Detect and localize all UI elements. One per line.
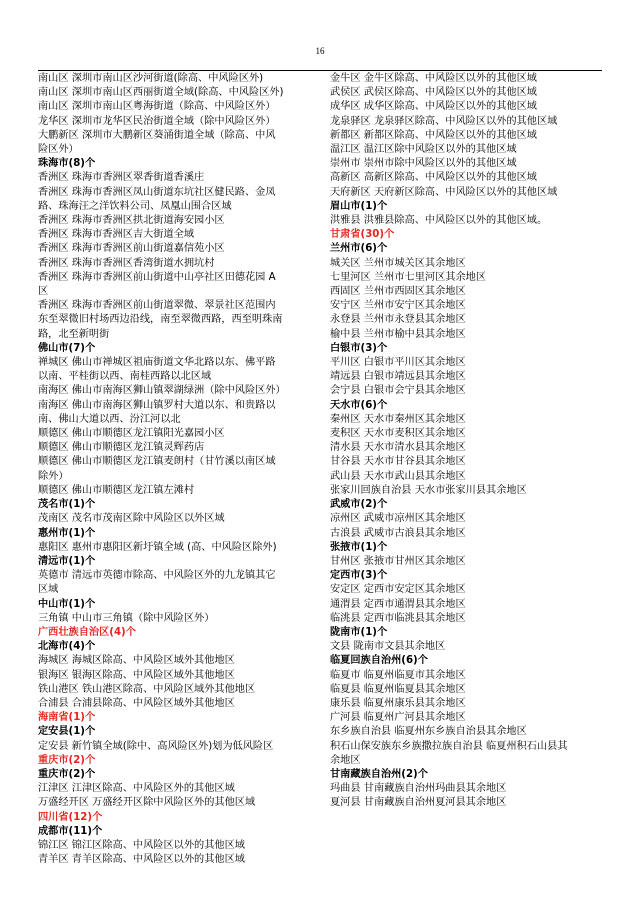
city-heading: 陇南市(1)个 (330, 626, 388, 638)
list-item: 安宁区 兰州市安宁区其余地区 (330, 300, 466, 312)
list-item: 锦江区 锦江区除高、中风险区以外的其他区域 (38, 839, 245, 851)
list-item: 南、佛山大道以西、汾江河以北 (38, 413, 181, 425)
list-item: 安定区 定西市安定区其余地区 (330, 584, 466, 596)
city-heading: 兰州市(6)个 (330, 243, 388, 255)
list-item: 禅城区 佛山市禅城区祖庙街道文华北路以东、佛平路 (38, 357, 276, 369)
list-item: 以南、平桂街以西、南桂西路以北区域 (38, 371, 212, 383)
list-item: 广河县 临夏州广河县其余地区 (330, 712, 466, 724)
city-heading: 白银市(3)个 (330, 342, 388, 354)
list-item: 顺德区 佛山市顺德区龙江镇麦朗村（甘竹溪以南区域 (38, 456, 276, 468)
list-item: 成华区 成华区除高、中风险区以外的其他区域 (330, 101, 537, 113)
list-item: 定安县 新竹镇全域(除中、高风险区外)划为低风险区 (38, 740, 274, 752)
list-item: 龙华区 深圳市龙华区民治街道全域（除中风险区外） (38, 115, 276, 127)
list-item: 南山区 深圳市南山区西丽街道全域(除高、中风险区外) (38, 87, 284, 99)
list-item: 清水县 天水市清水县其余地区 (330, 442, 466, 454)
list-item: 洪雅县 洪雅县除高、中风险区以外的其他区域。 (330, 215, 548, 227)
list-item: 三角镇 中山市三角镇（除中风险区外） (38, 612, 215, 624)
city-heading: 临夏回族自治州(6)个 (330, 655, 428, 667)
city-heading: 珠海市(8)个 (38, 158, 96, 170)
list-item: 金牛区 金牛区除高、中风险区以外的其他区域 (330, 73, 537, 84)
list-item: 临夏县 临夏州临夏县其余地区 (330, 683, 466, 695)
city-heading: 武威市(2)个 (330, 499, 388, 511)
list-item: 香洲区 珠海市香洲区拱北街道海安园小区 (38, 215, 225, 227)
city-heading: 张掖市(1)个 (330, 541, 388, 553)
city-heading: 中山市(1)个 (38, 598, 96, 610)
list-item: 夏河县 甘南藏族自治州夏河县其余地区 (330, 797, 507, 809)
list-item: 东乡族自治县 临夏州东乡族自治县其余地区 (330, 726, 527, 738)
list-item: 秦州区 天水市秦州区其余地区 (330, 413, 466, 425)
list-item: 武山县 天水市武山县其余地区 (330, 470, 466, 482)
list-item: 香洲区 珠海市香洲区香湾街道水拥坑村 (38, 257, 215, 269)
list-item: 青羊区 青羊区除高、中风险区以外的其他区域 (38, 854, 245, 866)
list-item: 靖远县 白银市靖远县其余地区 (330, 371, 466, 383)
city-heading: 重庆市(2)个 (38, 768, 96, 780)
list-item: 区 (38, 286, 49, 298)
list-item: 七里河区 兰州市七里河区其余地区 (330, 271, 487, 283)
list-item: 余地区 (330, 754, 361, 766)
list-item: 区域 (38, 584, 59, 596)
list-item: 崇州市 崇州市除中风险区以外的其他区域 (330, 158, 517, 170)
list-item: 除外） (38, 470, 69, 482)
list-item: 临洮县 定西市临洮县其余地区 (330, 612, 466, 624)
list-item: 榆中县 兰州市榆中县其余地区 (330, 328, 466, 340)
left-column (38, 72, 322, 867)
list-item: 麦积区 天水市麦积区其余地区 (330, 428, 466, 440)
province-heading: 广西壮族自治区(4)个 (38, 626, 136, 638)
list-item: 南山区 深圳市南山区粤海街道（除高、中风险区外） (38, 101, 276, 113)
list-item: 大鹏新区 深圳市大鹏新区葵涌街道全域（除高、中风 (38, 129, 276, 141)
list-item: 惠阳区 惠州市惠阳区新圩镇全域 (高、中风险区除外) (38, 541, 277, 553)
list-item: 香洲区 珠海市香洲区前山街道嘉信苑小区 (38, 243, 225, 255)
list-item: 香洲区 珠海市香洲区凤山街道东坑社区健民路、金凤 (38, 186, 276, 198)
list-item: 路、珠海汪之洋饮料公司、凤凰山围合区域 (38, 200, 232, 212)
list-item: 平川区 白银市平川区其余地区 (330, 357, 466, 369)
list-item: 南海区 佛山市南海区狮山镇罗村大道以东、和贵路以 (38, 399, 276, 411)
city-heading: 定西市(3)个 (330, 570, 388, 582)
list-item: 张家川回族自治县 天水市张家川县其余地区 (330, 484, 527, 496)
list-item: 温江区 温江区除中风险区以外的其他区域 (330, 144, 517, 156)
province-heading: 重庆市(2)个 (38, 754, 96, 766)
list-item: 香洲区 珠海市香洲区翠香街道香溪庄 (38, 172, 205, 184)
list-item: 会宁县 白银市会宁县其余地区 (330, 385, 466, 397)
city-heading: 茂名市(1)个 (38, 499, 96, 511)
province-heading: 四川省(12)个 (38, 811, 103, 823)
list-item: 险区外） (38, 144, 79, 156)
list-item: 香洲区 珠海市香洲区前山街道翠微、翠景社区范围内 (38, 300, 276, 312)
city-heading: 惠州市(1)个 (38, 527, 96, 539)
list-item: 文县 陇南市文县其余地区 (330, 641, 446, 653)
list-item: 积石山保安族东乡族撒拉族自治县 临夏州积石山县其 (330, 740, 568, 752)
list-item: 英德市 清远市英德市除高、中风险区外的九龙镇其它 (38, 570, 276, 582)
list-item: 凉州区 武威市凉州区其余地区 (330, 513, 466, 525)
city-heading: 佛山市(7)个 (38, 342, 96, 354)
city-heading: 甘南藏族自治州(2)个 (330, 768, 428, 780)
city-heading: 北海市(4)个 (38, 641, 96, 653)
list-item: 铁山港区 铁山港区除高、中风险区域外其他地区 (38, 683, 256, 695)
list-item: 银海区 银海区除高、中风险区域外其他地区 (38, 669, 235, 681)
list-item: 路，北至新明街 (38, 328, 110, 340)
province-heading: 海南省(1)个 (38, 712, 96, 724)
list-item: 城关区 兰州市城关区其余地区 (330, 257, 466, 269)
list-item: 武侯区 武侯区除高、中风险区以外的其他区域 (330, 87, 537, 99)
list-item: 龙泉驿区 龙泉驿区除高、中风险区以外的其他区域 (330, 115, 558, 127)
header-rule (38, 70, 602, 71)
city-heading: 清远市(1)个 (38, 555, 96, 567)
list-item: 玛曲县 甘南藏族自治州玛曲县其余地区 (330, 783, 507, 795)
list-item: 香洲区 珠海市香洲区前山街道中山亭社区田德花园 A (38, 271, 276, 283)
list-item: 西固区 兰州市西固区其余地区 (330, 286, 466, 298)
list-item: 海城区 海城区除高、中风险区域外其他地区 (38, 655, 235, 667)
list-item: 合浦县 合浦县除高、中风险区域外其他地区 (38, 697, 235, 709)
list-item: 甘州区 张掖市甘州区其余地区 (330, 555, 466, 567)
list-item: 通渭县 定西市通渭县其余地区 (330, 598, 466, 610)
page-number: 16 (315, 46, 325, 56)
city-heading: 成都市(11)个 (38, 825, 103, 837)
list-item: 临夏市 临夏州临夏市其余地区 (330, 669, 466, 681)
list-item: 东至翠微旧村场西边沿线，南至翠微西路，西至明珠南 (38, 314, 283, 326)
list-item: 古浪县 武威市古浪县其余地区 (330, 527, 466, 539)
list-item: 万盛经开区 万盛经开区除中风险区外的其他区域 (38, 797, 256, 809)
city-heading: 眉山市(1)个 (330, 200, 388, 212)
list-item: 康乐县 临夏州康乐县其余地区 (330, 697, 466, 709)
list-item: 顺德区 佛山市顺德区龙江镇灵辉药店 (38, 442, 205, 454)
list-item: 高新区 高新区除高、中风险区以外的其他区域 (330, 172, 537, 184)
list-item: 香洲区 珠海市香洲区吉大街道全域 (38, 229, 195, 241)
province-heading: 甘肃省(30)个 (330, 229, 395, 241)
list-item: 南海区 佛山市南海区狮山镇翠湖绿洲（除中风险区外） (38, 385, 286, 397)
list-item: 南山区 深圳市南山区沙河街道(除高、中风险区外) (38, 73, 264, 84)
list-item: 江津区 江津区除高、中风险区外的其他区域 (38, 783, 235, 795)
list-item: 永登县 兰州市永登县其余地区 (330, 314, 466, 326)
list-item: 新都区 新都区除高、中风险区以外的其他区域 (330, 129, 537, 141)
city-heading: 定安县(1)个 (38, 726, 96, 738)
list-item: 甘谷县 天水市甘谷县其余地区 (330, 456, 466, 468)
list-item: 顺德区 佛山市顺德区龙江镇阳光嘉园小区 (38, 428, 225, 440)
list-item: 茂南区 茂名市茂南区除中风险区以外区域 (38, 513, 225, 525)
right-column (330, 72, 602, 811)
city-heading: 天水市(6)个 (330, 399, 388, 411)
list-item: 天府新区 天府新区除高、中风险区以外的其他区域 (330, 186, 558, 198)
list-item: 顺德区 佛山市顺德区龙江镇左滩村 (38, 484, 195, 496)
